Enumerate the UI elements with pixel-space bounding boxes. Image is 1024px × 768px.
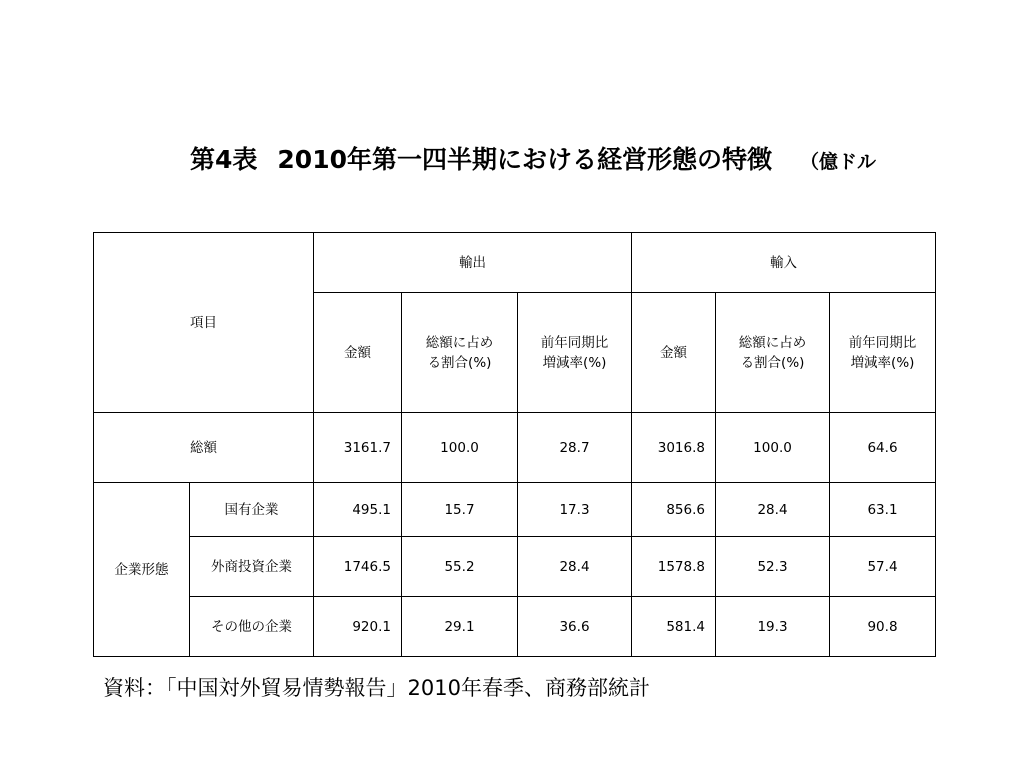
import-yoy-header: 前年同期比 増減率(%) [830, 293, 936, 413]
cell-value: 1578.8 [632, 537, 716, 597]
cell-value: 3016.8 [632, 413, 716, 483]
item-header: 項目 [94, 233, 314, 413]
row-label: その他の企業 [190, 597, 314, 657]
cell-value: 19.3 [716, 597, 830, 657]
total-label: 総額 [94, 413, 314, 483]
cell-value: 15.7 [402, 483, 518, 537]
cell-value: 17.3 [518, 483, 632, 537]
cell-value: 100.0 [402, 413, 518, 483]
row-label: 外商投資企業 [190, 537, 314, 597]
cell-value: 29.1 [402, 597, 518, 657]
cell-value: 856.6 [632, 483, 716, 537]
cell-value: 28.7 [518, 413, 632, 483]
cell-value: 63.1 [830, 483, 936, 537]
cell-value: 57.4 [830, 537, 936, 597]
cell-value: 1746.5 [314, 537, 402, 597]
trade-table [93, 232, 936, 657]
export-amount-header: 金額 [314, 293, 402, 413]
import-share-header: 総額に占め る割合(%) [716, 293, 830, 413]
cell-value: 28.4 [518, 537, 632, 597]
export-header: 輸出 [314, 233, 632, 293]
unit-label: （億ドル [800, 151, 877, 173]
table-row [94, 483, 936, 537]
export-share-header: 総額に占め る割合(%) [402, 293, 518, 413]
cell-value: 495.1 [314, 483, 402, 537]
source-note: 資料：「中国対外貿易情勢報告」2010年春季、商務部統計 [103, 676, 650, 700]
cell-value: 64.6 [830, 413, 936, 483]
cell-value: 28.4 [716, 483, 830, 537]
total-row [94, 413, 936, 483]
cell-value: 581.4 [632, 597, 716, 657]
page-title [190, 145, 876, 177]
table-title: 2010年第一四半期における経営形態の特徴 [277, 145, 772, 174]
cell-value: 90.8 [830, 597, 936, 657]
group-label: 企業形態 [94, 483, 190, 657]
cell-value: 55.2 [402, 537, 518, 597]
cell-value: 100.0 [716, 413, 830, 483]
import-header: 輸入 [632, 233, 936, 293]
export-yoy-header: 前年同期比 増減率(%) [518, 293, 632, 413]
row-label: 国有企業 [190, 483, 314, 537]
cell-value: 36.6 [518, 597, 632, 657]
table-number: 第4表 [190, 145, 258, 174]
header-row-1 [94, 233, 936, 293]
table-row [94, 597, 936, 657]
cell-value: 3161.7 [314, 413, 402, 483]
table-row [94, 537, 936, 597]
cell-value: 52.3 [716, 537, 830, 597]
cell-value: 920.1 [314, 597, 402, 657]
import-amount-header: 金額 [632, 293, 716, 413]
